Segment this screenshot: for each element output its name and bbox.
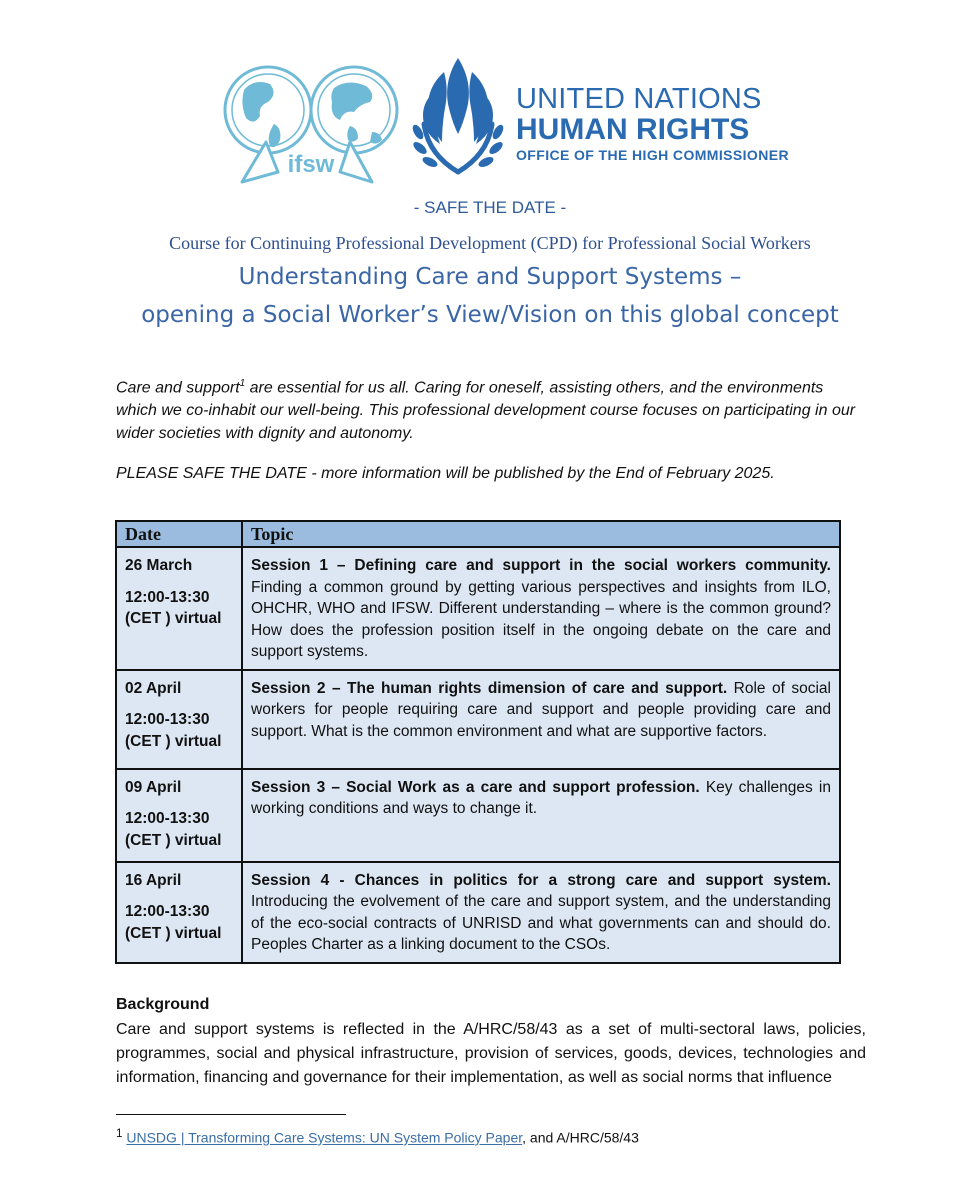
session-title: Session 4 - Chances in politics for a strong care and support system. bbox=[251, 871, 831, 889]
un-emblem-icon bbox=[404, 54, 512, 182]
table-header-row bbox=[116, 521, 840, 547]
session-topic-cell bbox=[242, 769, 840, 862]
ifsw-logo bbox=[222, 54, 400, 194]
un-human-rights-wordmark bbox=[516, 84, 789, 164]
session-date-cell bbox=[116, 670, 242, 769]
session-body: Role of social workers for people requiring care and support and people providing care and support. What is the common environment and what are supportive factors. bbox=[251, 679, 831, 740]
header-topic: Topic bbox=[242, 521, 840, 547]
session-time: 12:00-13:30 (CET ) virtual bbox=[125, 810, 222, 849]
background-heading: Background bbox=[116, 996, 210, 1013]
footnote bbox=[116, 1127, 639, 1146]
header-date: Date bbox=[116, 521, 242, 547]
un-line1: UNITED NATIONS bbox=[516, 83, 762, 115]
session-topic-cell bbox=[242, 862, 840, 963]
un-line3: OFFICE OF THE HIGH COMMISSIONER bbox=[516, 147, 789, 163]
course-subtitle: Course for Continuing Professional Development (CPD) for Professional Social Workers bbox=[169, 233, 811, 253]
table-row bbox=[116, 769, 840, 862]
footnote-ref[interactable]: 1 bbox=[239, 378, 246, 389]
un-line2: HUMAN RIGHTS bbox=[516, 113, 750, 146]
footnote-rest: , and A/HRC/58/43 bbox=[522, 1129, 639, 1146]
logo-header bbox=[0, 40, 980, 190]
session-date: 26 March bbox=[125, 557, 193, 574]
session-time: 12:00-13:30 (CET ) virtual bbox=[125, 903, 222, 942]
session-date-cell bbox=[116, 769, 242, 862]
session-body: Introducing the evolvement of the care and support system, and the understanding of the eco-social contracts of UNRISD and what governments can and should do. Peoples Charter as a linking document to the CSOs. bbox=[251, 893, 831, 953]
notice-paragraph: PLEASE SAFE THE DATE - more information will be published by the End of February 2025. bbox=[116, 465, 775, 482]
session-date: 09 April bbox=[125, 778, 182, 796]
table-row bbox=[116, 670, 840, 769]
footnote-link[interactable]: UNSDG | Transforming Care Systems: UN System Policy Paper bbox=[126, 1129, 523, 1146]
session-body: Key challenges in working conditions and ways to change it. bbox=[251, 778, 831, 817]
session-title: Session 2 – The human rights dimension of care and support. bbox=[251, 679, 728, 697]
table-row bbox=[116, 547, 840, 670]
footnote-mark: 1 bbox=[116, 1127, 123, 1140]
table-row bbox=[116, 862, 840, 963]
session-date: 16 April bbox=[125, 871, 182, 889]
session-topic-cell bbox=[242, 670, 840, 769]
intro-lead: Care and support bbox=[116, 379, 240, 397]
session-time: 12:00-13:30 (CET ) virtual bbox=[125, 711, 222, 750]
session-date-cell bbox=[116, 547, 242, 670]
schedule-table bbox=[115, 520, 841, 964]
session-title: Session 1 – Defining care and support in the social workers community. bbox=[251, 557, 831, 574]
ifsw-logo-text: ifsw bbox=[287, 151, 335, 178]
session-date-cell bbox=[116, 862, 242, 963]
session-topic-cell bbox=[242, 547, 840, 670]
intro-paragraph bbox=[116, 372, 868, 445]
session-body: Finding a common ground by getting various perspectives and insights from ILO, OHCHR, WHO and IFSW. Different understanding – where is the common ground? How does the profession position itself in the ongoing debate on the care and support systems. bbox=[251, 578, 831, 660]
session-title: Session 3 – Social Work as a care and support profession. bbox=[251, 778, 700, 796]
footnote-divider bbox=[116, 1114, 346, 1115]
session-date: 02 April bbox=[125, 679, 182, 697]
session-time: 12:00-13:30 (CET ) virtual bbox=[125, 588, 222, 627]
course-title-line1: Understanding Care and Support Systems – bbox=[238, 264, 742, 290]
safe-the-date: - SAFE THE DATE - bbox=[413, 198, 567, 217]
course-title-line2: opening a Social Worker’s View/Vision on this global concept bbox=[141, 302, 839, 328]
background-paragraph: Care and support systems is reflected in the A/HRC/58/43 as a set of multi-sectoral laws, policies, programmes, social and physical infrastructure, provision of services, goods, devices, technologies and information, financing and governance for their implementation, as well as social norms that influence bbox=[116, 1021, 866, 1086]
intro-rest: are essential for us all. Caring for oneself, assisting others, and the environments which we co-inhabit our well-being. This professional development course focuses on participating in our wider societies with dignity and autonomy. bbox=[116, 379, 856, 443]
